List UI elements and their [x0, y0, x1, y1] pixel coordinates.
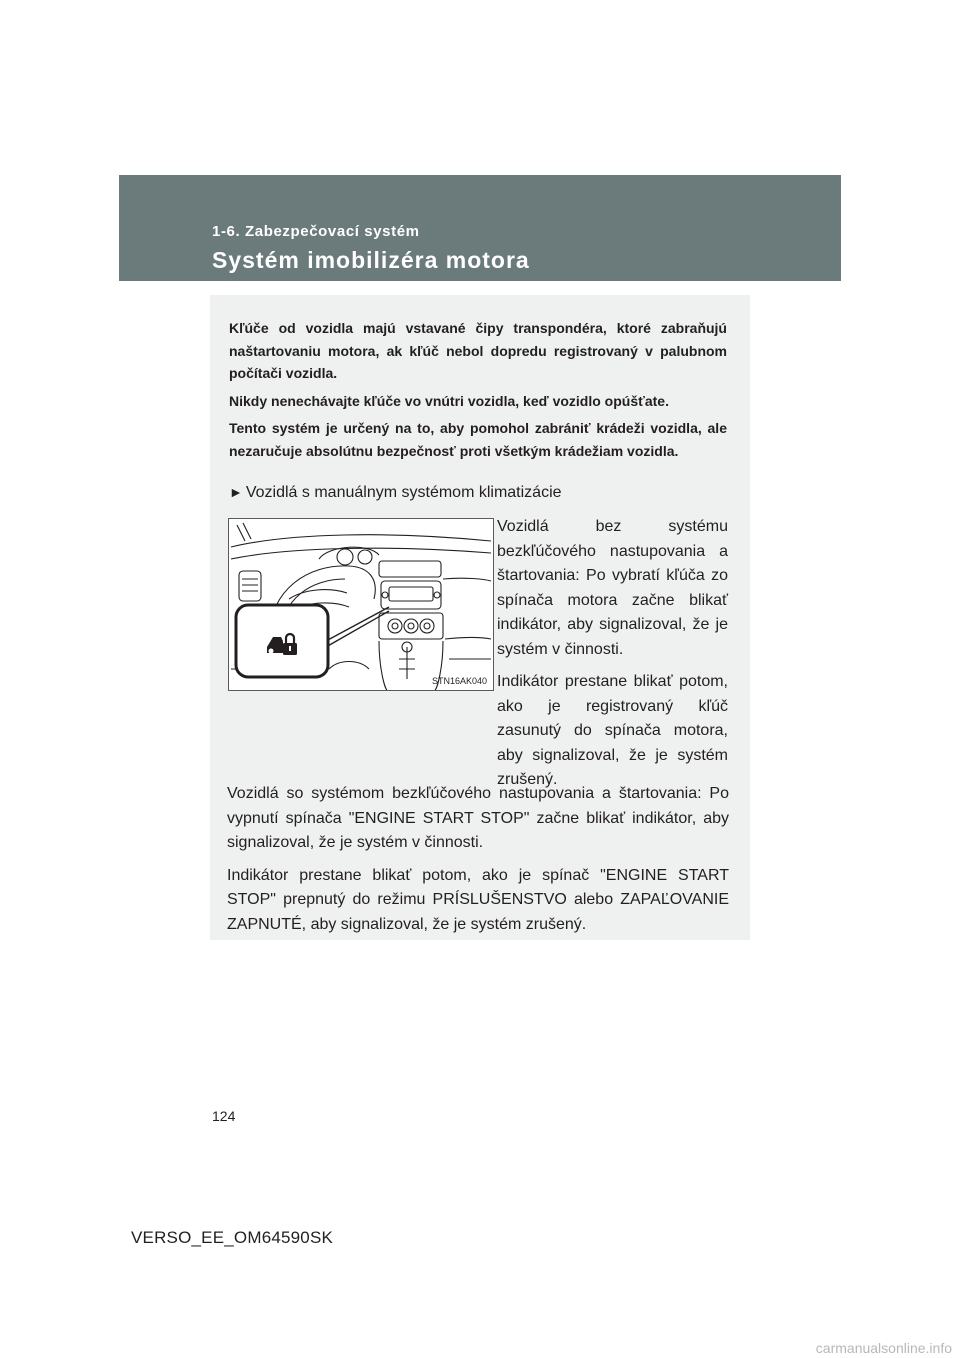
intro-block — [229, 317, 727, 467]
side-paragraph: Indikátor prestane blikať potom, ako je registrovaný kľúč zasunutý do spínača motora, aby signalizoval, že je systém zrušený. — [497, 673, 728, 788]
document-code: VERSO_EE_OM64590SK — [131, 1228, 334, 1247]
body-paragraph: Indikátor prestane blikať potom, ako je spínač "ENGINE START STOP" prepnutý do režimu PRÍSLUŠENSTVO alebo ZAPAĽOVANIE ZAPNUTÉ, aby signalizoval, že je systém zrušený. — [227, 866, 729, 933]
intro-paragraph: Nikdy nenechávajte kľúče vo vnútri vozidla, keď vozidlo opúšťate. — [229, 392, 669, 409]
page-title: Systém imobilizéra motora — [212, 247, 530, 273]
side-paragraph: Vozidlá bez systému bezkľúčového nastupovania a štartovania: Po vybratí kľúča zo spínača motora začne blikať indikátor, aby signalizoval, že je systém v činnosti. — [497, 518, 728, 658]
section-label: 1-6. Zabezpečovací systém — [212, 223, 420, 240]
dashboard-illustration — [228, 518, 494, 691]
intro-paragraph: Kľúče od vozidla majú vstavané čipy transpondéra, ktoré zabraňujú naštartovaniu motora, ak kľúč nebol dopredu registrovaný v palubnom počítači vozidla. — [229, 320, 727, 381]
body-paragraph: Vozidlá so systémom bezkľúčového nastupovania a štartovania: Po vypnutí spínača "ENGINE START STOP" začne blikať indikátor, aby signalizoval, že je systém v činnosti. — [227, 785, 729, 851]
dashboard-drawing — [229, 519, 493, 690]
side-text — [497, 515, 728, 801]
bullet-heading — [229, 484, 562, 502]
header-band — [119, 175, 841, 281]
page-number: 124 — [212, 1108, 236, 1124]
figure-code: STN16AK040 — [431, 676, 487, 686]
body-text — [227, 782, 729, 945]
bullet-text: Vozidlá s manuálnym systémom klimatizácie — [245, 484, 562, 501]
intro-paragraph: Tento systém je určený na to, aby pomohol zabrániť krádeži vozidla, ale nezaručuje absolútnu bezpečnosť proti všetkým krádežiam vozidla. — [229, 420, 727, 459]
bullet-arrow-icon: ► — [229, 484, 243, 500]
content-box — [210, 295, 750, 940]
watermark: carmanualsonline.info — [815, 1340, 952, 1356]
